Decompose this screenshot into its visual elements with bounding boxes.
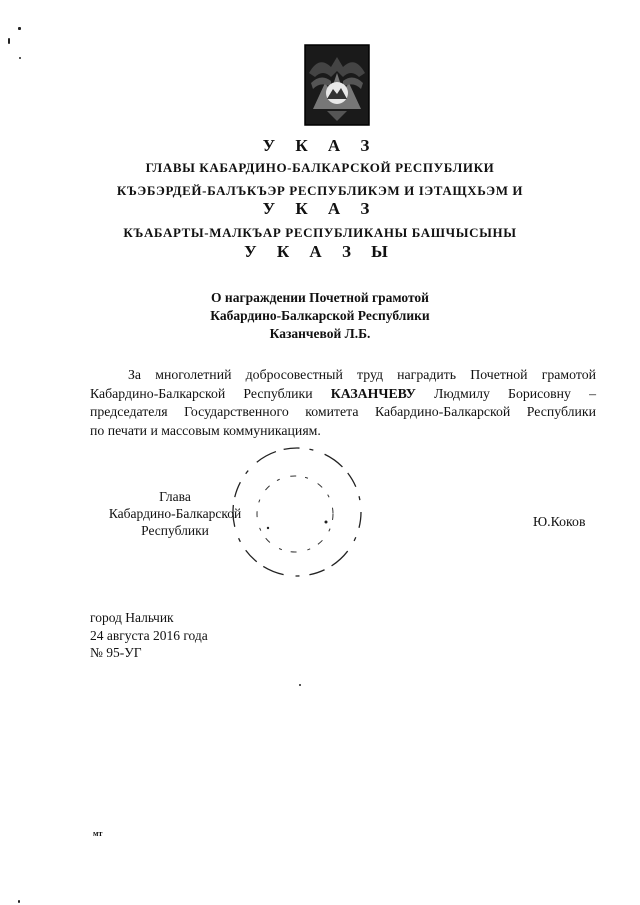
header-issuer-balkar: КЪАБАРТЫ-МАЛКЪАР РЕСПУБЛИКАНЫ БАШЧЫСЫНЫ: [123, 225, 517, 240]
coat-of-arms-emblem: [301, 43, 373, 127]
awardee-surname: КАЗАНЧЕВУ: [330, 385, 416, 401]
signatory-position-line-1: Глава: [159, 489, 191, 504]
decree-heading: У К А З: [262, 136, 378, 155]
issue-city: город Нальчик: [90, 610, 174, 625]
decree-body: [90, 366, 596, 440]
scan-speck: [299, 684, 301, 686]
decree-title-line-3: Казанчевой Л.Б.: [269, 326, 371, 341]
body-line-2: [90, 385, 596, 404]
scan-speck: [8, 38, 10, 44]
signatory-name: Ю.Коков: [533, 514, 586, 529]
issue-date: 24 августа 2016 года: [90, 627, 208, 643]
decree-number: № 95-УГ: [90, 645, 142, 660]
decree-heading-kabardian: У К А З: [262, 199, 378, 218]
decree-title-line-2: Кабардино-Балкарской Республики: [210, 308, 430, 323]
operator-initials-mark: мт: [93, 829, 103, 838]
scan-speck: [18, 900, 20, 903]
body-text-fragment: Людмилу Борисовну –: [415, 385, 596, 401]
decree-footer: [90, 609, 208, 662]
signatory-position-line-2: Кабардино-Балкарской: [108, 506, 242, 521]
body-text-fragment: Кабардино-Балкарской Республики: [90, 385, 331, 401]
body-line-1: За многолетний добросовестный труд наградить Почетной грамотой: [128, 367, 596, 382]
signatory-position-line-3: Республики: [141, 523, 209, 538]
header-issuer-ru: ГЛАВЫ КАБАРДИНО-БАЛКАРСКОЙ РЕСПУБЛИКИ: [145, 160, 495, 175]
decree-title-line-1: О награждении Почетной грамотой: [211, 290, 429, 305]
signatory-position: [100, 488, 250, 539]
scan-speck: [19, 57, 21, 59]
decree-heading-balkar: У К А З Ы: [244, 242, 396, 261]
body-line-4: по печати и массовым коммуникациям.: [90, 422, 321, 438]
scan-speck: [18, 27, 21, 30]
body-line-3: председателя Государственного комитета Кабардино-Балкарской Республики: [90, 404, 596, 419]
header-issuer-kabardian: КЪЭБЭРДЕЙ-БАЛЪКЪЭР РЕСПУБЛИКЭМ И ІЭТАЩХЬЭМ И: [116, 183, 524, 198]
